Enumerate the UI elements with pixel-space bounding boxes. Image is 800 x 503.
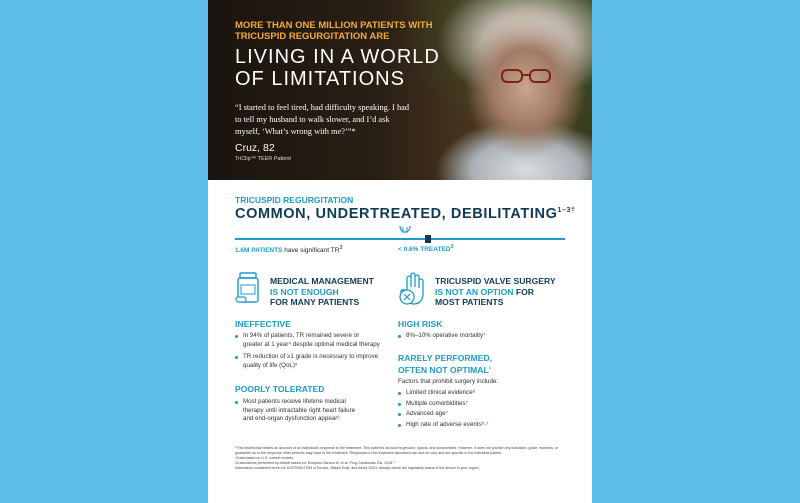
- rare-title-text: OFTEN NOT OPTIMAL: [398, 364, 489, 375]
- patient-role: TriClip™ TEER Patient: [235, 156, 291, 162]
- rare-title-sup: 1: [488, 365, 491, 370]
- treated-marker: [425, 235, 431, 243]
- patients-stat: [235, 244, 355, 255]
- list-item: Most patients receive lifetime medical therapy until intractable right heart failure and end-organ dysfunction appear⁶: [235, 398, 360, 424]
- mm-title-line1: MEDICAL MANAGEMENT: [270, 276, 374, 286]
- pill-bottle-icon: [235, 272, 261, 304]
- section-eyebrow: TRICUSPID REGURGITATION: [235, 195, 354, 205]
- treated-stat-sup: 3: [450, 244, 454, 250]
- vs-title-line1: TRICUSPID VALVE SURGERY: [435, 276, 556, 286]
- mm-title-line2: IS NOT ENOUGH: [270, 286, 339, 297]
- risk-list: [398, 332, 548, 345]
- patient-quote: “I started to feel tired, had difficulty speaking. I had to tell my husband to walk slower, and I’d ask myself, ‘What’s wrong with me?’”*: [235, 103, 410, 136]
- vs-title-highlight: IS NOT AN OPTION: [435, 286, 514, 297]
- footnote: ‡Calculations performed by Abbott based on: Enriquez-Sarano M, et al. Prog Cardiovasc Dis. 2018.³: [235, 461, 395, 465]
- hand-stop-icon: [398, 272, 428, 306]
- hero-photo: [208, 0, 592, 180]
- patients-stat-text: have significant TR: [282, 247, 340, 255]
- rare-title-line1: RARELY PERFORMED,: [398, 353, 493, 363]
- list-item: 8%–10% operative mortality⁷: [398, 332, 548, 341]
- treated-stat: [398, 244, 453, 253]
- mm-title-line3: FOR MANY PATIENTS: [270, 297, 360, 307]
- list-item: Multiple comorbidities⁷: [398, 400, 548, 409]
- ineffective-title: INEFFECTIVE: [235, 319, 291, 329]
- brochure-page: [208, 0, 592, 503]
- hero-kicker: MORE THAN ONE MILLION PATIENTS WITH TRICUSPID REGURGITATION ARE: [235, 20, 433, 42]
- vs-title-line3: MOST PATIENTS: [435, 297, 504, 307]
- vs-title-for: FOR: [513, 286, 534, 297]
- footnote: *This testimonial relates an account of an individual’s response to the treatment. This patient’s account is genuine, typical, and documented. However, it does not provide any indication, guide, warranty, or guarantee as to the response other persons may have to the treatment. Responses to the treatment discussed can and do vary and are specific to the individual patient.: [235, 446, 558, 455]
- ineffective-list: [235, 332, 380, 374]
- factors-intro: Factors that prohibit surgery include:: [398, 378, 499, 385]
- factors-list: [398, 389, 548, 431]
- high-risk-title: HIGH RISK: [398, 319, 443, 329]
- list-item: In 94% of patients, TR remained severe or greater at 1 year⁴ despite optimal medical therapy: [235, 332, 380, 349]
- list-item: TR reduction of ≥1 grade is necessary to improve quality of life (QoL)⁵: [235, 353, 380, 370]
- poorly-tolerated-title: POORLY TOLERATED: [235, 384, 325, 394]
- headline-text: COMMON, UNDERTREATED, DEBILITATING: [235, 206, 558, 222]
- valve-surgery-title: [435, 276, 556, 308]
- section-headline: [235, 206, 575, 222]
- list-item: Limited clinical evidence⁶: [398, 389, 548, 398]
- tolerated-list: [235, 398, 360, 428]
- treated-bar: [235, 238, 565, 240]
- medical-management-title: [270, 276, 374, 308]
- patient-name: Cruz, 82: [235, 142, 275, 154]
- treated-stat-text: < 0.6% TREATED: [398, 246, 451, 254]
- list-item: High rate of adverse events⁶·⁷: [398, 421, 548, 430]
- hero-title: LIVING IN A WORLD OF LIMITATIONS: [235, 46, 440, 90]
- patients-stat-number: 1.6M PATIENTS: [235, 247, 283, 255]
- list-item: Advanced age⁷: [398, 410, 548, 419]
- footnote: Information contained herein for DISTRIBUTION in Europe, Middle East, and Africa ONLY. Always check the regulatory status of the device in your region.: [235, 466, 480, 470]
- rare-title-line2: [398, 363, 492, 375]
- rarely-performed-title: [398, 353, 492, 375]
- headline-sup: 1–3†: [557, 207, 576, 215]
- footnote: †Data based on U.S. market models.: [235, 456, 294, 460]
- glasses-shape: [500, 68, 552, 84]
- patients-stat-sup: 3: [339, 245, 343, 251]
- footnotes: [235, 446, 570, 471]
- valve-icon: [398, 224, 412, 238]
- vs-title-line2: [435, 287, 556, 298]
